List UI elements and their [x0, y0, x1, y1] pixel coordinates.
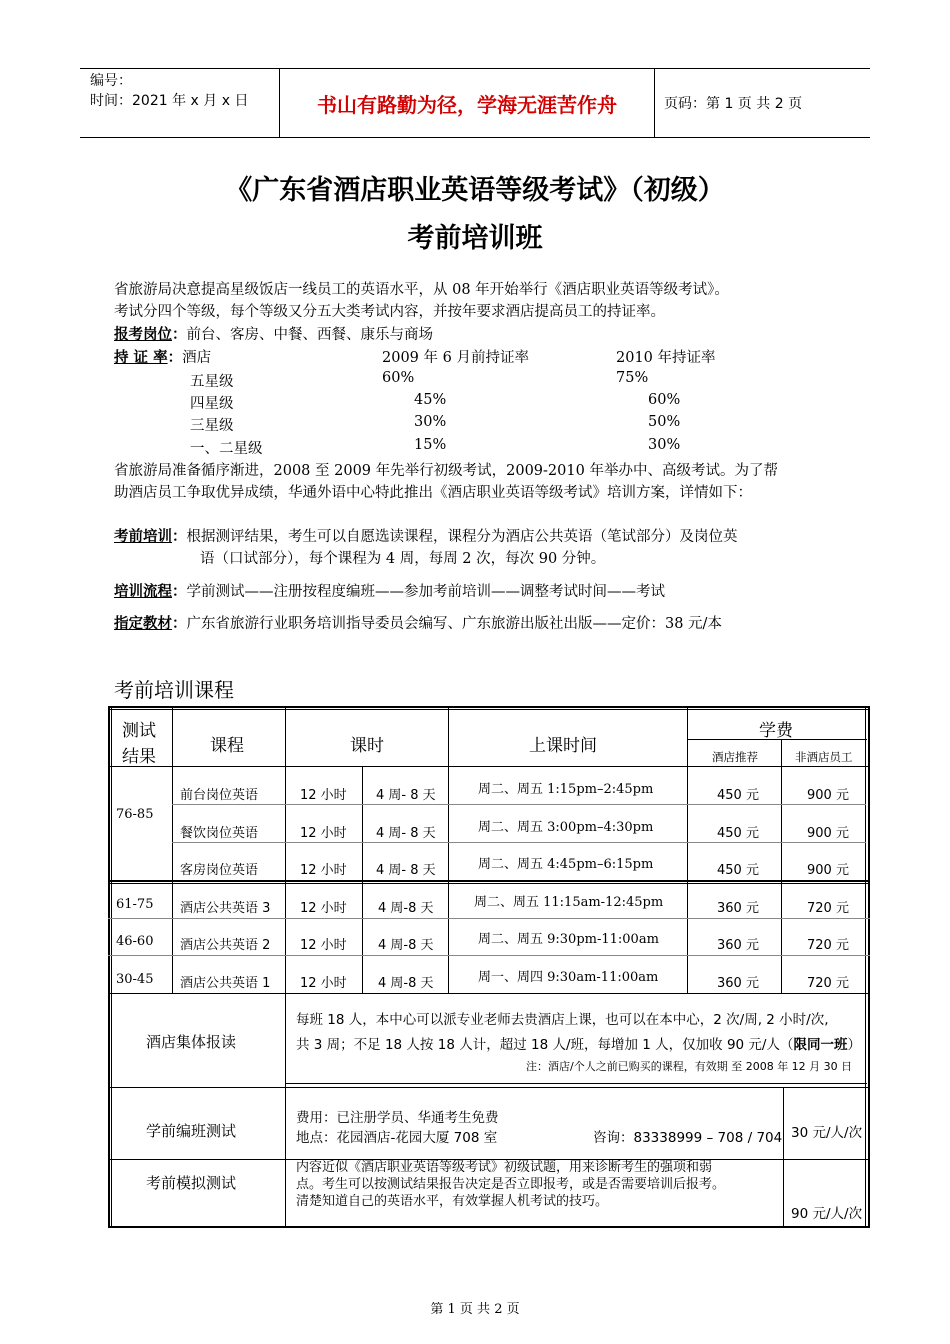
row-time: 周二、周五 9:30pm-11:00am	[478, 932, 659, 947]
flow-row	[114, 581, 665, 603]
row-course: 客房岗位英语	[180, 863, 259, 878]
placement-price: 30 元/人/次	[791, 1125, 863, 1141]
row-result: 76-85	[116, 807, 154, 822]
header-time: 上课时间	[529, 736, 597, 756]
row-result: 30-45	[116, 972, 154, 987]
group-note: 注：酒店/个人之前已购买的课程，有效期 至 2008 年 12 月 30 日	[526, 1060, 853, 1073]
row-time: 周二、周五 11:15am-12:45pm	[474, 895, 664, 910]
row-weeks: 4 周-8 天	[378, 976, 434, 991]
row-weeks: 4 周- 8 天	[376, 788, 436, 803]
course-table	[108, 706, 870, 1228]
row-fee-other: 720 元	[807, 976, 849, 991]
row-hours: 12 小时	[300, 788, 347, 803]
rate-level: 五星级	[190, 374, 234, 390]
header-result-1: 测试	[122, 721, 156, 741]
header-result-2: 结果	[122, 747, 156, 767]
placement-label: 学前编班测试	[146, 1122, 237, 1140]
row-hours: 12 小时	[300, 938, 347, 953]
rates-col-2009: 2009 年 6 月前持证率	[382, 350, 529, 366]
group-line	[296, 1033, 861, 1053]
doc-title: 《广东省酒店职业英语等级考试》（初级）	[225, 175, 725, 206]
row-fee-hotel: 450 元	[717, 788, 759, 803]
row-hours: 12 小时	[300, 826, 347, 841]
rate-2010: 75%	[616, 370, 649, 386]
row-course: 餐饮岗位英语	[180, 826, 259, 841]
textbook-value: 广东省旅游行业职务培训指导委员会编写、广东旅游出版社出版——定价：38 元/本	[186, 616, 722, 632]
header-page-info: 页码：第 1 页 共 2 页	[664, 96, 803, 112]
posts-value: 前台、客房、中餐、西餐、康乐与商场	[186, 327, 433, 343]
page-header	[80, 68, 870, 138]
training-line: 根据测评结果，考生可以自愿选读课程，课程分为酒店公共英语（笔试部分）及岗位英	[186, 529, 738, 545]
rates-label: 持 证 率	[114, 349, 168, 366]
plan-paragraph	[114, 460, 778, 504]
rate-2009: 60%	[382, 370, 415, 386]
plan-line: 省旅游局准备循序渐进，2008 至 2009 年先举行初级考试，2009-2010 年举办中、高级考试。为了帮	[114, 463, 778, 479]
row-result: 61-75	[116, 897, 154, 912]
mock-line: 清楚知道自己的英语水平，有效掌握人机考试的技巧。	[296, 1194, 609, 1209]
mock-line: 点。考生可以按测试结果报告决定是否立即报考，或是否需要培训后报考。	[296, 1177, 726, 1192]
mock-label: 考前模拟测试	[146, 1174, 237, 1192]
row-weeks: 4 周-8 天	[378, 938, 434, 953]
mock-line: 内容近似《酒店职业英语等级考试》初级试题，用来诊断考生的强项和弱	[296, 1160, 713, 1175]
rate-level: 三星级	[190, 418, 234, 434]
flow-value: 学前测试——注册按程度编班——参加考前培训——调整考试时间——考试	[186, 584, 665, 600]
rate-2010: 50%	[648, 414, 681, 430]
row-result: 46-60	[116, 934, 154, 949]
flow-label: 培训流程	[114, 583, 172, 600]
training-label: 考前培训	[114, 528, 172, 545]
group-line-bold: 限同一班	[793, 1037, 848, 1053]
row-hours: 12 小时	[300, 901, 347, 916]
training-colon: ：	[172, 528, 187, 545]
row-hours: 12 小时	[300, 863, 347, 878]
rate-level: 四星级	[190, 396, 234, 412]
row-weeks: 4 周-8 天	[378, 901, 434, 916]
header-number: 编号：	[90, 73, 132, 89]
row-fee-hotel: 360 元	[717, 976, 759, 991]
flow-colon: ：	[172, 583, 187, 600]
doc-subtitle: 考前培训班	[407, 223, 543, 254]
row-fee-hotel: 450 元	[717, 863, 759, 878]
row-fee-other: 720 元	[807, 901, 849, 916]
posts-label: 报考岗位	[114, 326, 172, 343]
header-fee-other: 非酒店员工	[795, 750, 853, 764]
table-title: 考前培训课程	[114, 678, 234, 702]
group-label: 酒店集体报读	[146, 1033, 237, 1051]
header-motto: 书山有路勤为径，学海无涯苦作舟	[280, 69, 655, 137]
page-footer: 第 1 页 共 2 页	[430, 1302, 520, 1317]
header-course: 课程	[210, 736, 244, 756]
training-line: 语（口试部分），每个课程为 4 周，每周 2 次，每次 90 分钟。	[200, 551, 606, 567]
group-line: 每班 18 人，本中心可以派专业老师去贵酒店上课，也可以在本中心，2 次/周, 2 小时/次,	[296, 1012, 829, 1028]
mock-price: 90 元/人/次	[791, 1206, 863, 1222]
placement-phone: 咨询：83338999 – 708 / 704	[593, 1130, 783, 1146]
row-course: 酒店公共英语 3	[180, 901, 271, 916]
posts-row	[114, 324, 433, 346]
row-fee-hotel: 360 元	[717, 938, 759, 953]
rate-2009: 30%	[414, 414, 447, 430]
textbook-label: 指定教材	[114, 615, 172, 632]
row-time: 周二、周五 3:00pm–4:30pm	[478, 820, 654, 835]
group-line-part: ）	[847, 1037, 861, 1053]
row-weeks: 4 周- 8 天	[376, 863, 436, 878]
row-time: 周二、周五 4:45pm–6:15pm	[478, 857, 654, 872]
rates-col-hotel: 酒店	[182, 350, 212, 366]
row-time: 周二、周五 1:15pm–2:45pm	[478, 782, 654, 797]
rates-col-2010: 2010 年持证率	[616, 350, 716, 366]
row-time: 周一、周四 9:30am-11:00am	[478, 970, 659, 985]
row-hours: 12 小时	[300, 976, 347, 991]
intro-paragraph	[114, 279, 729, 323]
row-course: 前台岗位英语	[180, 788, 259, 803]
header-meta	[80, 69, 280, 137]
header-date: 时间：2021 年 x 月 x 日	[90, 93, 249, 109]
rate-level: 一、二星级	[190, 441, 263, 457]
row-fee-hotel: 360 元	[717, 901, 759, 916]
rates-colon: ：	[167, 349, 183, 366]
training-row	[114, 526, 738, 570]
textbook-row	[114, 613, 722, 635]
row-course: 酒店公共英语 1	[180, 976, 271, 991]
row-weeks: 4 周- 8 天	[376, 826, 436, 841]
header-fee-hotel: 酒店推荐	[712, 750, 758, 764]
row-fee-other: 720 元	[807, 938, 849, 953]
textbook-colon: ：	[172, 615, 187, 632]
rate-2009: 15%	[414, 437, 447, 453]
placement-address: 地点：花园酒店-花园大厦 708 室	[296, 1130, 498, 1146]
row-fee-other: 900 元	[807, 863, 849, 878]
plan-line: 助酒店员工争取优异成绩，华通外语中心特此推出《酒店职业英语等级考试》培训方案，详情如下：	[114, 485, 752, 501]
intro-line: 省旅游局决意提高星级饭店一线员工的英语水平，从 08 年开始举行《酒店职业英语等级考试》。	[114, 282, 729, 298]
header-fee: 学费	[759, 721, 793, 741]
rates-block	[114, 346, 834, 458]
row-course: 酒店公共英语 2	[180, 938, 271, 953]
posts-colon: ：	[172, 326, 187, 343]
intro-line: 考试分四个等级，每个等级又分五大类考试内容，并按年要求酒店提高员工的持证率。	[114, 304, 665, 320]
rate-2010: 30%	[648, 437, 681, 453]
rate-2010: 60%	[648, 392, 681, 408]
rate-2009: 45%	[414, 392, 447, 408]
group-line-part: 共 3 周；不足 18 人按 18 人计，超过 18 人/班，每增加 1 人，仅加收 90 元/人（	[296, 1037, 794, 1053]
header-hours: 课时	[350, 736, 384, 756]
row-fee-other: 900 元	[807, 788, 849, 803]
row-fee-other: 900 元	[807, 826, 849, 841]
row-fee-hotel: 450 元	[717, 826, 759, 841]
placement-fee: 费用：已注册学员、华通考生免费	[296, 1110, 499, 1126]
